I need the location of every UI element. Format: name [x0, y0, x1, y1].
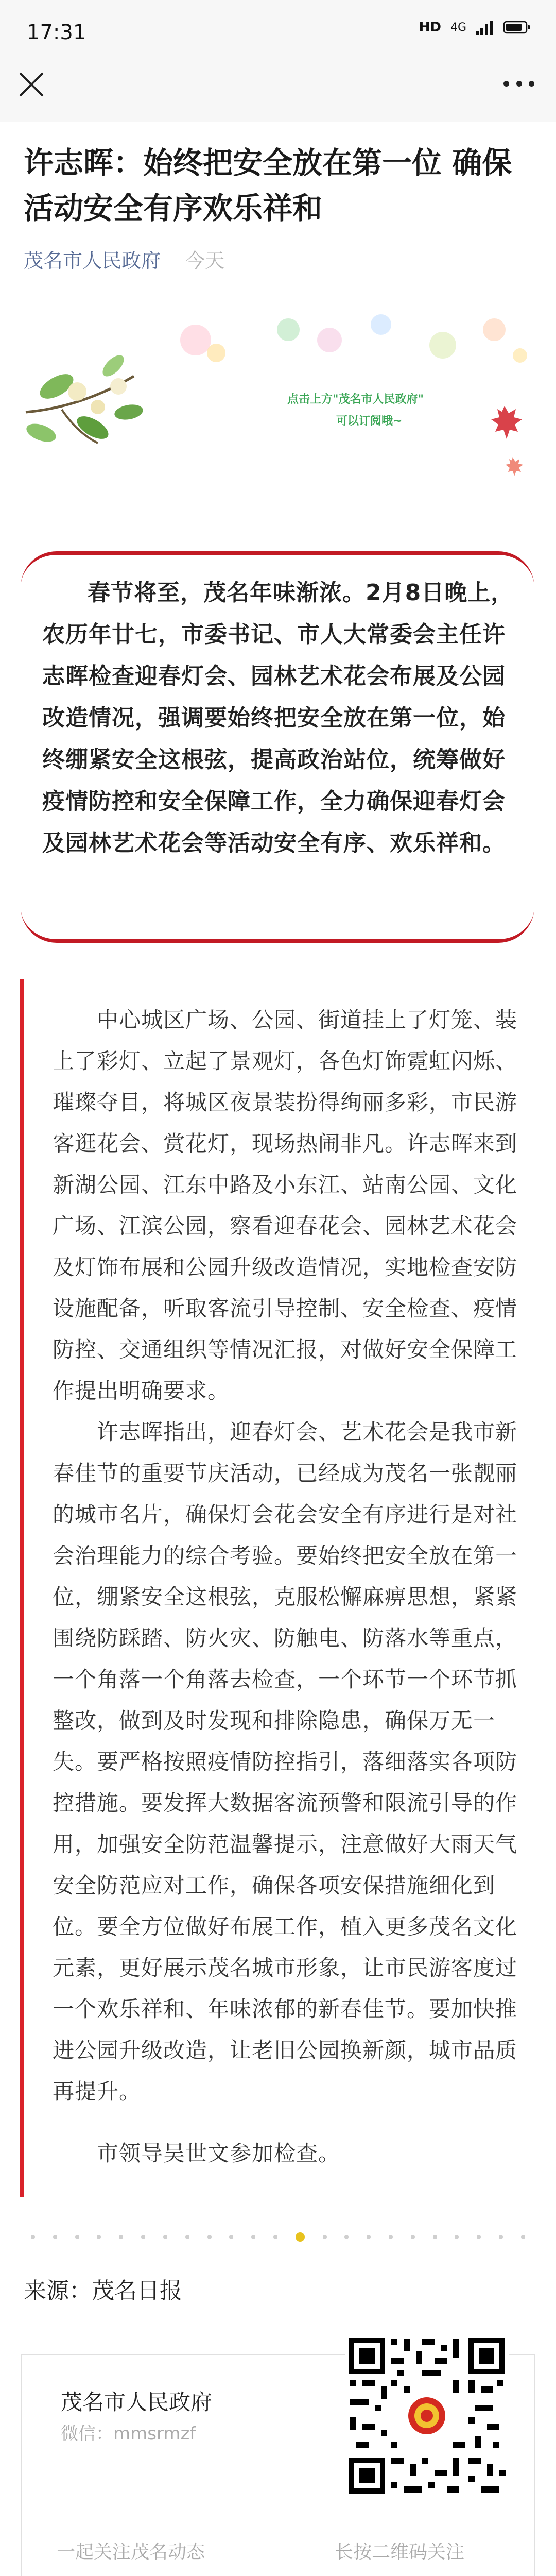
- divider-dot: [433, 2235, 437, 2239]
- divider-dot: [251, 2235, 255, 2239]
- qr-code-icon[interactable]: [345, 2334, 509, 2498]
- divider-dot: [75, 2235, 79, 2239]
- signal-icon: [476, 20, 494, 35]
- divider-dot: [273, 2235, 277, 2239]
- divider-dot: [163, 2235, 167, 2239]
- card-footer-left: 一起关注茂名动态: [57, 2541, 205, 2563]
- bubble-icon: [317, 328, 342, 352]
- account-name: 茂名市人民政府: [61, 2389, 213, 2415]
- status-time: 17:31: [27, 21, 86, 44]
- divider-dot: [229, 2235, 233, 2239]
- maple-leaf-icon: [491, 406, 522, 439]
- maple-leaf-icon: [506, 457, 523, 476]
- divider-dot: [119, 2235, 123, 2239]
- leaf-icon: [74, 412, 112, 444]
- divider-dot: [207, 2235, 212, 2239]
- divider-dot: [53, 2235, 57, 2239]
- divider-dot-highlight: [296, 2232, 305, 2242]
- card-footer-right: 长按二维码关注: [335, 2541, 465, 2563]
- blossom-icon: [68, 382, 86, 401]
- publish-date: 今天: [185, 249, 225, 272]
- more-dot: [503, 81, 509, 87]
- leaf-icon: [24, 420, 59, 446]
- divider-dot: [411, 2235, 415, 2239]
- bubble-icon: [180, 325, 211, 355]
- more-dot: [529, 81, 534, 87]
- divider-dot: [455, 2235, 459, 2239]
- blossom-icon: [91, 400, 105, 414]
- body-paragraph: 市领导吴世文参加检查。: [97, 2141, 341, 2166]
- bubble-icon: [207, 344, 225, 362]
- more-icon[interactable]: [503, 77, 534, 90]
- article-meta: [24, 245, 224, 273]
- divider-dot: [185, 2235, 189, 2239]
- divider-dot: [97, 2235, 101, 2239]
- author-link[interactable]: 茂名市人民政府: [24, 249, 161, 272]
- more-dot: [516, 81, 522, 87]
- blossom-icon: [110, 378, 127, 395]
- bubble-icon: [483, 318, 506, 341]
- lead-frame-bottom: [21, 907, 534, 943]
- body-paragraph: 许志晖指出，迎春灯会、艺术花会是我市新春佳节的重要节庆活动，已经成为茂名一张靓丽的城市名片，确保灯会花会安全有序进行是对社会治理能力的综合考验。要始终把安全放在第一位，绷紧安全这根弦，克服松懈麻痹思想，紧紧围绕防踩踏、防火灾、防触电、防落水等重点，一个角落一个角落去检查，一个环节一个环节抓整改，做到及时发现和排除隐患，确保万无一失。要严格按照疫情防控指引，落细落实各项防控措施。要发挥大数据客流预警和限流引导的作用，加强安全防范温馨提示，注意做好大雨天气安全防范应对工作，确保各项安保措施细化到位。要全方位做好布展工作，植入更多茂名文化元素，更好展示茂名城市形象，让市民游客度过一个欢乐祥和、年味浓郁的新春佳节。要加快推进公园升级改造，让老旧公园换新颜，城市品质再提升。: [53, 1419, 518, 2104]
- divider-dot: [141, 2235, 145, 2239]
- body-accent-bar: [20, 979, 24, 2197]
- divider-dot: [367, 2235, 371, 2239]
- status-icons: [419, 20, 530, 35]
- wechat-id: 微信：mmsrmzf: [61, 2424, 196, 2444]
- banner-line-2: 可以订阅哦~: [336, 415, 403, 428]
- nav-bar: [0, 61, 556, 122]
- bubble-icon: [513, 348, 527, 363]
- article-source: 来源：茂名日报: [24, 2278, 182, 2304]
- divider-dot: [323, 2235, 327, 2239]
- hd-label: HD: [419, 20, 441, 35]
- bubble-icon: [429, 332, 456, 359]
- leaf-icon: [99, 351, 127, 380]
- article-title: 许志晖：始终把安全放在第一位 确保活动安全有序欢乐祥和: [24, 145, 512, 226]
- divider-dot: [521, 2235, 525, 2239]
- bubble-icon: [371, 314, 391, 335]
- divider-dot: [31, 2235, 35, 2239]
- divider-dot: [499, 2235, 503, 2239]
- banner-line-1: 点击上方"茂名市人民政府": [287, 393, 424, 406]
- dot-divider: [31, 2231, 525, 2243]
- body-paragraph: 中心城区广场、公园、街道挂上了灯笼、装上了彩灯、立起了景观灯，各色灯饰霓虹闪烁、璀璨夺目，将城区夜景装扮得绚丽多彩，市民游客逛花会、赏花灯，现场热闹非凡。许志晖来到新湖公园、江东中路及小东江、站南公园、文化广场、江滨公园，察看迎春花会、园林艺术花会及灯饰布展和公园升级改造情况，实地检查安防设施配备，听取客流引导控制、安全检查、疫情防控、交通组织等情况汇报，对做好安全保障工作提出明确要求。: [53, 1007, 518, 1403]
- leaf-icon: [113, 402, 144, 421]
- close-icon[interactable]: [16, 70, 46, 99]
- bubble-icon: [277, 318, 300, 341]
- divider-dot: [344, 2235, 349, 2239]
- network-label: 4G: [450, 21, 466, 34]
- lead-paragraph: 春节将至，茂名年味渐浓。2月8日晚上，农历年廿七，市委书记、市人大常委会主任许志晖检查迎春灯会、园林艺术花会布展及公园改造情况，强调要始终把安全放在第一位，始终绷紧安全这根弦，提高政治站位，统筹做好疫情防控和安全保障工作，全力确保迎春灯会及园林艺术花会等活动安全有序、欢乐祥和。: [42, 580, 514, 856]
- divider-dot: [389, 2235, 393, 2239]
- battery-icon: [503, 20, 530, 35]
- divider-dot: [477, 2235, 481, 2239]
- subscribe-banner: [21, 309, 535, 479]
